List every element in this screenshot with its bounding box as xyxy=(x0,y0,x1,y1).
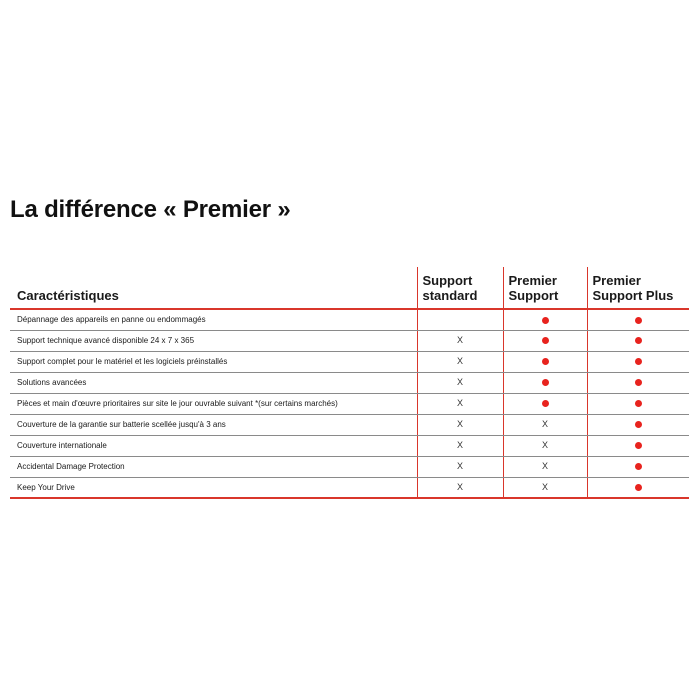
table-row xyxy=(10,351,689,372)
table-body xyxy=(10,309,689,498)
x-mark: X xyxy=(541,461,548,471)
feature-label: Solutions avancées xyxy=(10,372,417,393)
header-line: Support xyxy=(422,273,473,288)
table-row xyxy=(10,435,689,456)
header-line: standard xyxy=(422,288,478,303)
feature-label: Support complet pour le matériel et les logiciels préinstallés xyxy=(10,351,417,372)
premier-support-plus-cell xyxy=(587,309,689,330)
header-line: Premier xyxy=(508,273,557,288)
feature-label: Couverture de la garantie sur batterie scellée jusqu'à 3 ans xyxy=(10,414,417,435)
x-mark: X xyxy=(541,481,548,492)
header-line: Premier xyxy=(592,273,641,288)
red-dot-icon xyxy=(635,379,642,386)
x-mark: X xyxy=(456,377,463,387)
premier-support-cell xyxy=(503,351,587,372)
feature-label: Keep Your Drive xyxy=(10,477,417,498)
premier-support-plus-cell xyxy=(587,456,689,477)
premier-support-plus-cell xyxy=(587,372,689,393)
feature-label: Couverture internationale xyxy=(10,435,417,456)
page-title: La différence « Premier » xyxy=(10,196,291,223)
red-dot-icon xyxy=(635,337,642,344)
red-dot-icon xyxy=(635,484,642,491)
table-row xyxy=(10,330,689,351)
support-standard-cell xyxy=(417,372,503,393)
table-row xyxy=(10,372,689,393)
support-standard-cell xyxy=(417,393,503,414)
premier-support-plus-cell xyxy=(587,351,689,372)
x-mark: X xyxy=(541,440,548,450)
support-standard-cell xyxy=(417,309,503,330)
premier-support-cell xyxy=(503,372,587,393)
table-row xyxy=(10,309,689,330)
red-dot-icon xyxy=(635,317,642,324)
red-dot-icon xyxy=(635,442,642,449)
red-dot-icon xyxy=(542,379,549,386)
red-dot-icon xyxy=(542,317,549,324)
comparison-table xyxy=(10,267,689,499)
x-mark: X xyxy=(456,461,463,471)
support-standard-column-header xyxy=(417,267,503,309)
red-dot-icon xyxy=(635,463,642,470)
header-line: Support Plus xyxy=(592,288,674,303)
features-column-header: Caractéristiques xyxy=(10,267,417,309)
premier-support-cell xyxy=(503,330,587,351)
x-mark: X xyxy=(456,398,463,408)
red-dot-icon xyxy=(635,358,642,365)
support-standard-cell xyxy=(417,477,503,498)
table-row xyxy=(10,393,689,414)
red-dot-icon xyxy=(635,421,642,428)
premier-support-plus-cell xyxy=(587,393,689,414)
premier-support-cell xyxy=(503,477,587,498)
support-standard-cell xyxy=(417,414,503,435)
support-standard-cell xyxy=(417,435,503,456)
feature-label: Pièces et main d'œuvre prioritaires sur site le jour ouvrable suivant *(sur certains marchés) xyxy=(10,393,417,414)
premier-support-cell xyxy=(503,435,587,456)
table-row xyxy=(10,456,689,477)
premier-support-cell xyxy=(503,309,587,330)
premier-support-cell xyxy=(503,456,587,477)
x-mark: X xyxy=(456,481,463,492)
x-mark: X xyxy=(541,419,548,429)
red-dot-icon xyxy=(542,337,549,344)
red-dot-icon xyxy=(542,358,549,365)
red-dot-icon xyxy=(542,400,549,407)
premier-support-plus-cell xyxy=(587,435,689,456)
x-mark: X xyxy=(456,419,463,429)
premier-support-plus-cell xyxy=(587,330,689,351)
red-dot-icon xyxy=(635,400,642,407)
premier-support-cell xyxy=(503,393,587,414)
premier-support-column-header xyxy=(503,267,587,309)
premier-support-plus-cell xyxy=(587,477,689,498)
x-mark: X xyxy=(456,335,463,345)
support-standard-cell xyxy=(417,330,503,351)
feature-label: Accidental Damage Protection xyxy=(10,456,417,477)
support-standard-cell xyxy=(417,351,503,372)
feature-label: Dépannage des appareils en panne ou endommagés xyxy=(10,309,417,330)
premier-support-plus-column-header xyxy=(587,267,689,309)
table-header-row xyxy=(10,267,689,309)
table-row xyxy=(10,477,689,498)
table-row xyxy=(10,414,689,435)
support-standard-cell xyxy=(417,456,503,477)
premier-support-plus-cell xyxy=(587,414,689,435)
feature-label: Support technique avancé disponible 24 x 7 x 365 xyxy=(10,330,417,351)
premier-support-cell xyxy=(503,414,587,435)
x-mark: X xyxy=(456,356,463,366)
x-mark: X xyxy=(456,440,463,450)
header-line: Support xyxy=(508,288,559,303)
